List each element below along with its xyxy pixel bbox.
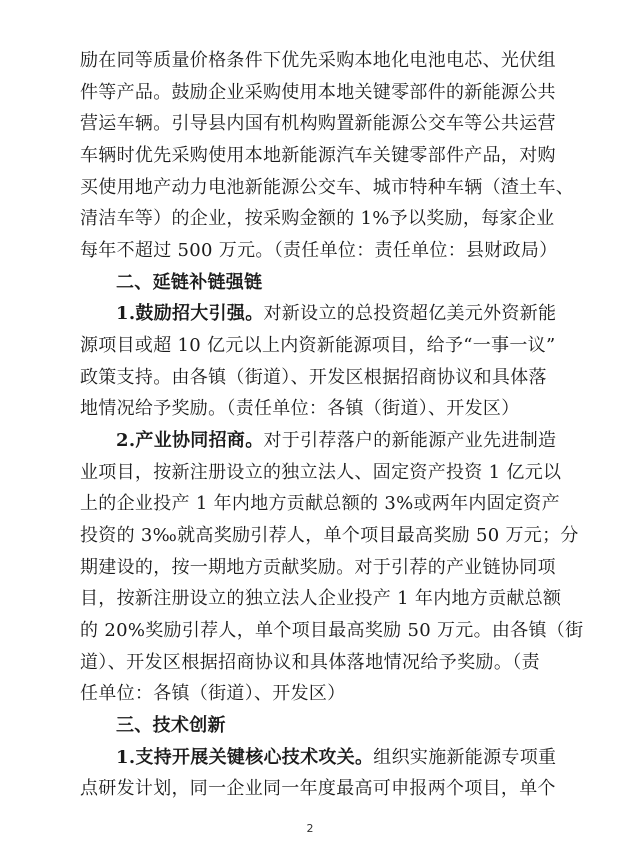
- item-2-1-first-line: [116, 298, 557, 330]
- body-text-line: 任单位：各镇（街道）、开发区）: [80, 683, 346, 704]
- item-text: 对新设立的总投资超亿美元外资新能: [263, 303, 557, 324]
- item-2-2-first-line: [116, 425, 557, 457]
- body-text-line: 件等产品。鼓励企业采购使用本地关键零部件的新能源公共: [80, 82, 556, 103]
- item-text: 组织实施新能源专项重: [373, 747, 557, 768]
- body-text-line: 车辆时优先采购使用本地新能源汽车关键零部件产品，对购: [80, 145, 556, 166]
- body-text-line: 投资的 3‰就高奖励引荐人，单个项目最高奖励 50 万元；分: [80, 525, 579, 546]
- body-text-line: 励在同等质量价格条件下优先采购本地化电池电芯、光伏组: [80, 50, 556, 71]
- item-text: 对于引荐落户的新能源产业先进制造: [263, 430, 557, 451]
- item-3-1-first-line: [116, 742, 557, 774]
- body-text-line: 上的企业投产 1 年内地方贡献总额的 3%或两年内固定资产: [80, 493, 560, 514]
- body-text-line: 道）、开发区根据招商协议和具体落地情况给予奖励。（责: [80, 652, 540, 673]
- body-text-line: 业项目，按新注册设立的独立法人、固定资产投资 1 亿元以: [80, 462, 562, 483]
- body-text-line: 源项目或超 10 亿元以上内资新能源项目，给予“一事一议”: [80, 335, 556, 356]
- section-heading-2: 二、延链补链强链: [116, 272, 263, 293]
- item-title: 1.鼓励招大引强。: [116, 303, 264, 324]
- body-text-line: 目，按新注册设立的独立法人企业投产 1 年内地方贡献总额: [80, 588, 562, 609]
- body-text-line: 每年不超过 500 万元。（责任单位：责任单位：县财政局）: [80, 240, 558, 261]
- item-title: 2.产业协同招商。: [116, 430, 264, 451]
- body-text-line: 的 20%奖励引荐人，单个项目最高奖励 50 万元。由各镇（街: [80, 620, 584, 641]
- item-title: 1.支持开展关键核心技术攻关。: [116, 747, 374, 768]
- body-text-line: 点研发计划，同一企业同一年度最高可申报两个项目，单个: [80, 778, 556, 799]
- body-text-line: 清洁车等）的企业，按采购金额的 1%予以奖励，每家企业: [80, 208, 555, 229]
- section-heading-3: 三、技术创新: [116, 715, 226, 736]
- body-text-line: 政策支持。由各镇（街道）、开发区根据招商协议和具体落: [80, 367, 547, 388]
- body-text-line: 地情况给予奖励。（责任单位：各镇（街道）、开发区）: [80, 398, 520, 419]
- page-number: 2: [306, 822, 314, 835]
- body-text-line: 期建设的，按一期地方贡献奖励。对于引荐的产业链协同项: [80, 557, 556, 578]
- body-text-line: 营运车辆。引导县内国有机构购置新能源公交车等公共运营: [80, 113, 556, 134]
- body-text-line: 买使用地产动力电池新能源公交车、城市特种车辆（渣土车、: [80, 177, 575, 198]
